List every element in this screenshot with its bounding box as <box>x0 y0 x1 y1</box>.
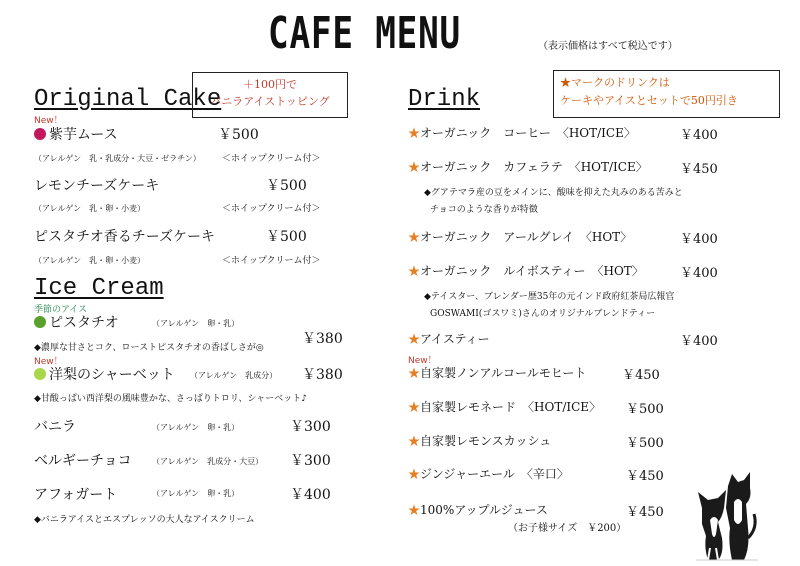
item-description: ◆バニラアイスとエスプレッソの大人なアイスクリーム <box>34 515 255 525</box>
new-badge: New！ <box>408 356 437 366</box>
tax-note: （表示価格はすべて税込です） <box>538 41 678 52</box>
item-note: ＜ホイップクリーム付＞ <box>222 256 321 266</box>
drink-item-label: アイスティー <box>420 332 490 346</box>
drink-price: ￥450 <box>622 368 660 383</box>
drink-description: チョコのような香りが特徴 <box>430 205 538 215</box>
drink-item-label: オーガニック カフェラテ 〈HOT/ICE〉 <box>420 160 648 174</box>
drink-item-name <box>408 124 636 141</box>
drink-item-label: 自家製ノンアルコールモヒート <box>420 366 587 380</box>
item-description: ◆甘酸っぱい西洋梨の風味豊かな、さっぱりトロリ、シャーベット♪ <box>34 394 308 404</box>
item-price: ￥500 <box>218 127 259 143</box>
drink-item-name <box>408 228 632 245</box>
cat-icon <box>688 468 760 564</box>
menu-item-pistachio-ice: ピスタチオ <box>34 312 119 332</box>
item-allergy: （アレルゲン 卵・乳） <box>152 319 240 328</box>
item-price: ￥380 <box>302 367 343 383</box>
item-price: ￥400 <box>290 487 331 503</box>
menu-item-affogato: アフォガート <box>34 487 118 503</box>
menu-item-pear-sherbet: 洋梨のシャーベット <box>34 364 175 384</box>
item-allergy: （アレルゲン 乳・卵・小麦） <box>34 256 146 265</box>
star-icon: ★ <box>408 160 421 174</box>
drink-set-promo-box <box>553 70 780 118</box>
drink-item-label: オーガニック アールグレイ 〈HOT〉 <box>420 230 633 244</box>
item-price: ￥380 <box>302 331 343 347</box>
star-icon: ★ <box>408 126 421 140</box>
item-allergy: （アレルゲン 乳・卵・小麦） <box>34 204 146 213</box>
star-icon: ★ <box>408 230 421 244</box>
section-title-ice-cream: Ice Cream <box>34 275 164 302</box>
drink-price: ￥450 <box>626 505 664 520</box>
item-price: ￥300 <box>290 419 331 435</box>
drink-item-label: ジンジャーエール 〈辛口〉 <box>420 467 569 481</box>
purple-dot-icon <box>34 128 46 140</box>
item-note: ＜ホイップクリーム付＞ <box>222 204 321 214</box>
item-description: ◆濃厚な甘さとコク、ローストピスタチオの香ばしさが◎ <box>34 343 264 353</box>
drink-promo-line-1: ★マークのドリンクは <box>560 76 670 89</box>
drink-item-name <box>408 432 551 449</box>
drink-price: ￥400 <box>680 232 718 247</box>
section-title-drink: Drink <box>408 86 481 113</box>
item-price: ￥300 <box>290 453 331 469</box>
topping-promo-box <box>192 72 348 118</box>
kids-size-note: （お子様サイズ ￥200） <box>508 523 627 534</box>
star-icon: ★ <box>408 366 421 380</box>
seasonal-badge: 季節のアイス <box>34 305 88 315</box>
menu-item-purple-potato-mousse: 紫芋ムース <box>34 124 118 144</box>
drink-item-name <box>408 398 601 415</box>
drink-item-label: オーガニック コーヒー 〈HOT/ICE〉 <box>420 126 636 140</box>
drink-price: ￥400 <box>680 334 718 349</box>
drink-item-name <box>408 501 548 518</box>
topping-promo-line-1: ＋100円で <box>243 78 297 91</box>
drink-price: ￥400 <box>680 266 718 281</box>
drink-item-label: 自家製レモネード 〈HOT/ICE〉 <box>420 400 602 414</box>
menu-item-lemon-cheesecake: レモンチーズケーキ <box>34 178 160 194</box>
star-icon: ★ <box>408 400 421 414</box>
topping-promo-line-2: バニラアイストッピング <box>210 95 330 108</box>
drink-item-name <box>408 158 648 175</box>
drink-price: ￥450 <box>626 469 664 484</box>
drink-item-label: 100%アップルジュース <box>420 503 548 517</box>
item-allergy: （アレルゲン 卵・乳） <box>152 423 240 432</box>
drink-price: ￥400 <box>680 128 718 143</box>
drink-item-label: オーガニック ルイボスティー 〈HOT〉 <box>420 264 644 278</box>
menu-item-pistachio-cheesecake: ピスタチオ香るチーズケーキ <box>34 229 216 245</box>
menu-item-belgian-chocolate: ベルギーチョコ <box>34 453 132 469</box>
star-icon: ★ <box>408 332 421 346</box>
drink-promo-line-2: ケーキやアイスとセットで50円引き <box>560 94 738 107</box>
new-badge: New！ <box>34 357 63 367</box>
drink-price: ￥450 <box>680 162 718 177</box>
star-icon: ★ <box>408 434 421 448</box>
section-title-original-cake: Original Cake <box>34 86 222 113</box>
star-icon: ★ <box>408 503 421 517</box>
item-price: ￥500 <box>266 178 307 194</box>
drink-item-name <box>408 330 490 347</box>
green-dot-icon <box>34 316 46 328</box>
drink-item-label: 自家製レモンスカッシュ <box>420 434 552 448</box>
star-icon: ★ <box>408 467 421 481</box>
drink-price: ￥500 <box>626 436 664 451</box>
item-note: ＜ホイップクリーム付＞ <box>222 154 321 164</box>
menu-item-vanilla: バニラ <box>34 419 76 435</box>
item-price: ￥500 <box>266 229 307 245</box>
new-badge: New！ <box>34 116 63 126</box>
drink-item-name <box>408 262 644 279</box>
drink-item-name <box>408 465 569 482</box>
drink-description: ◆テイスター、ブレンダー歴35年の元インド政府紅茶局広報官 <box>424 292 675 302</box>
drink-description: GOSWAMI(ゴスワミ)さんのオリジナルブレンドティー <box>430 309 656 319</box>
item-allergy: （アレルゲン 乳成分） <box>190 371 278 380</box>
drink-item-name <box>408 364 586 381</box>
drink-description: ◆グアテマラ産の豆をメインに、酸味を抑えた丸みのある苦みと <box>424 188 683 198</box>
star-icon: ★ <box>408 264 421 278</box>
item-allergy: （アレルゲン 乳成分・大豆） <box>152 457 264 466</box>
item-allergy: （アレルゲン 卵・乳） <box>152 489 240 498</box>
menu-title: CAFE MENU <box>268 8 461 59</box>
drink-price: ￥500 <box>626 402 664 417</box>
item-allergy: （アレルゲン 乳・乳成分・大豆・ゼラチン） <box>34 154 201 163</box>
light-green-dot-icon <box>34 368 46 380</box>
